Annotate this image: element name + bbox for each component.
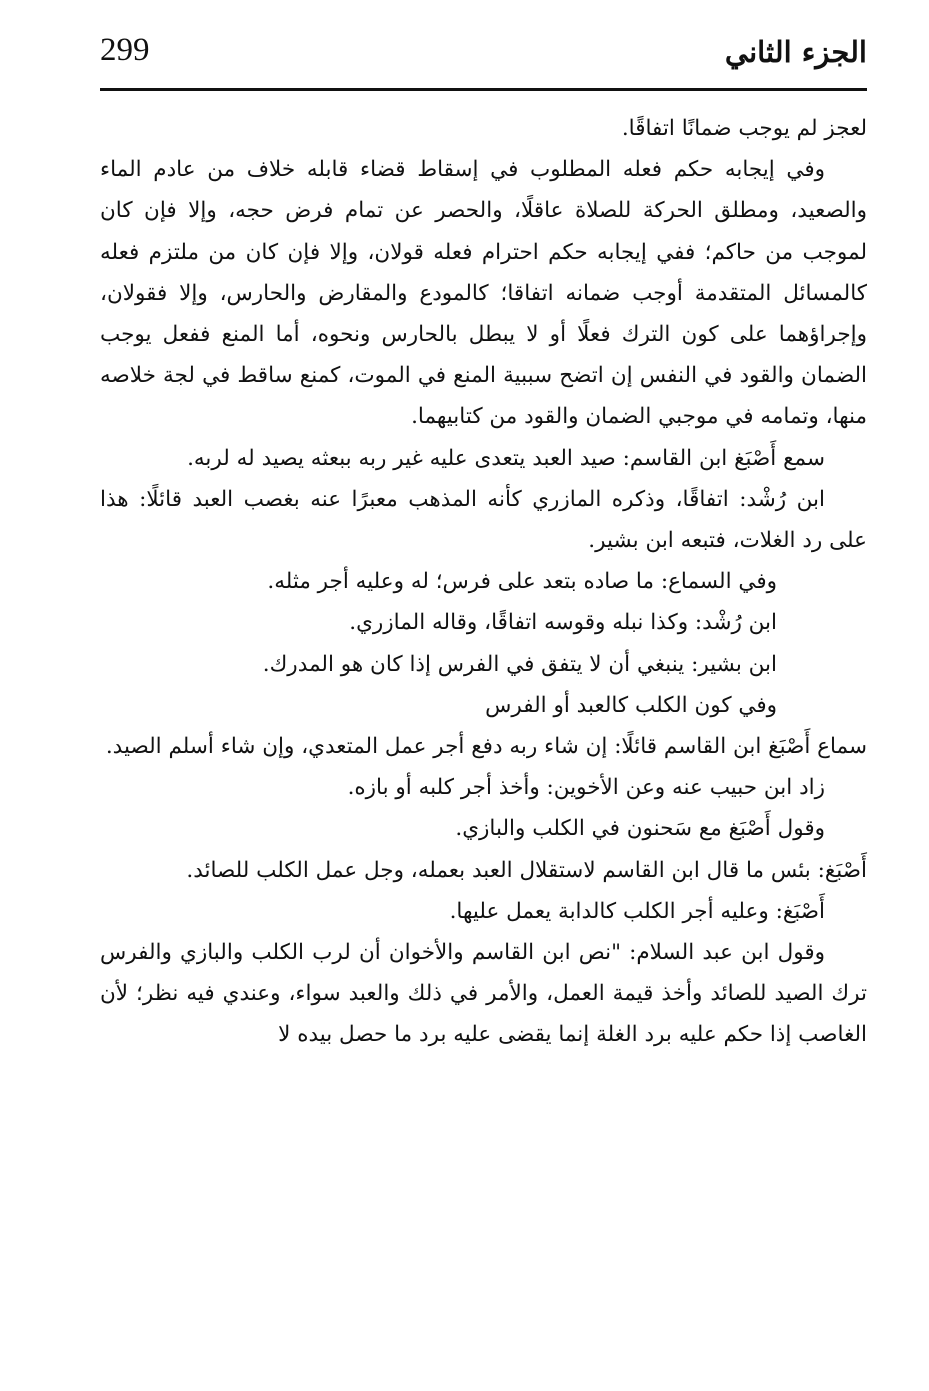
- paragraph: ابن رُشْد: وكذا نبله وقوسه اتفاقًا، وقاله المازري.: [349, 610, 777, 636]
- header-rule: [100, 88, 867, 91]
- paragraph: أَصْبَغ: وعليه أجر الكلب كالدابة يعمل عليها.: [449, 898, 825, 924]
- paragraph: ابن بشير: ينبغي أن لا يتفق في الفرس إذا كان هو المدرك.: [262, 651, 777, 677]
- body-text: [100, 108, 867, 1056]
- paragraph: وفي السماع: ما صاده بتعد على فرس؛ له وعليه أجر مثله.: [267, 569, 777, 595]
- paragraph: أَصْبَغ: بئس ما قال ابن القاسم لاستقلال العبد بعمله، وجل عمل الكلب للصائد.: [186, 857, 867, 883]
- paragraph: سمع أَصْبَغ ابن القاسم: صيد العبد يتعدى عليه غير ربه ببعثه يصيد له لربه.: [187, 445, 825, 471]
- running-title: الجزء الثاني: [724, 35, 867, 69]
- paragraph: لعجز لم يوجب ضمانًا اتفاقًا.: [621, 116, 867, 141]
- page-number: 299: [100, 32, 150, 68]
- paragraph: وقول ابن عبد السلام: "نص ابن القاسم والأخوان أن لرب الكلب والبازي والفرس ترك الصيد للصائد وأخذ قيمة العمل، والأمر في ذلك والعبد سواء، وعندي فيه نظر؛ لأن الغاصب إذا حكم عليه برد الغلة إنما يقضى عليه برد ما حصل بيده لا: [100, 940, 867, 1048]
- paragraph: ابن رُشْد: اتفاقًا، وذكره المازري كأنه المذهب معبرًا عنه بغصب العبد قائلًا: هذا على رد الغلات، فتبعه ابن بشير.: [100, 486, 867, 554]
- paragraph: وقول أَصْبَغ مع سَحنون في الكلب والبازي.: [455, 816, 825, 842]
- paragraph: زاد ابن حبيب عنه وعن الأخوين: وأخذ أجر كلبه أو بازه.: [347, 775, 825, 801]
- paragraph: وفي كون الكلب كالعبد أو الفرس: [485, 692, 777, 718]
- paragraph: سماع أَصْبَغ ابن القاسم قائلًا: إن شاء ربه دفع أجر عمل المتعدي، وإن شاء أسلم الصيد.: [105, 734, 867, 760]
- page-header: [100, 28, 867, 90]
- book-page: [100, 28, 867, 1391]
- paragraph: وفي إيجابه حكم فعله المطلوب في إسقاط قضاء قابله خلاف من عادم الماء والصعيد، ومطلق الحركة للصلاة عاقلًا، والحصر عن تمام فرض حجه، وإلا فإن كان لموجب من حاكم؛ ففي إيجابه حكم احترام فعله قولان، وإلا فإن كان من ملتزم فعله كالمسائل المتقدمة أوجب ضمانه اتفاقا؛ كالمودع والمقارض والحارس، وإلا فقولان، وإجراؤهما على كون الترك فعلًا أو لا يبطل بالحارس ونحوه، أما المنع ففعل يوجب الضمان والقود في النفس إن اتضح سببية المنع في الموت، كمنع ساقط في لجة خلاصه منها، وتمامه في موجبي الضمان والقود من كتابيهما.: [100, 157, 867, 430]
